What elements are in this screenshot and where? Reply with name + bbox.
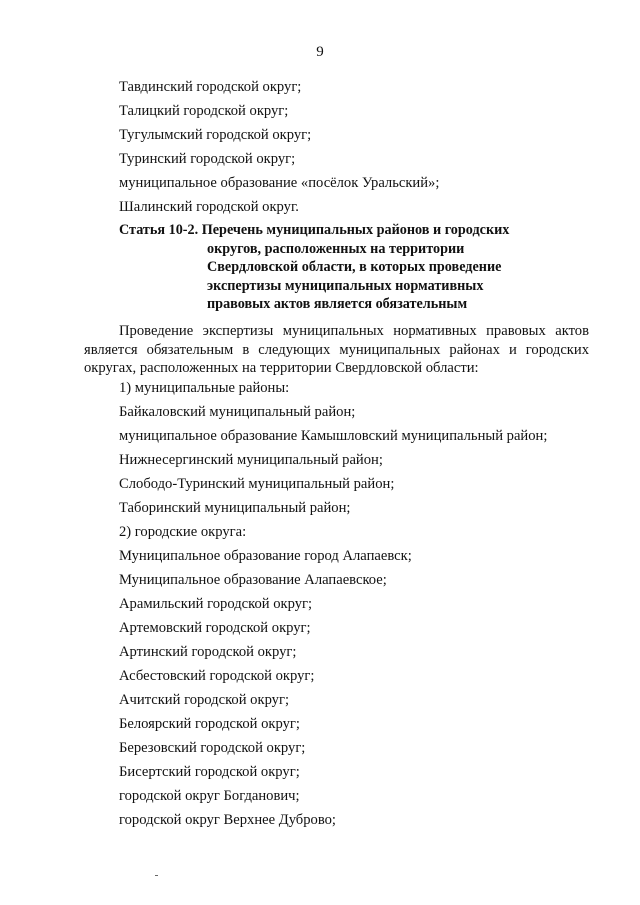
scan-speck <box>155 875 158 876</box>
paragraph-line: является обязательным в следующих муниципальных районах и городских <box>84 341 589 358</box>
list-item: муниципальное образование Камышловский муниципальный район; <box>119 428 548 444</box>
list-item: Талицкий городской округ; <box>119 103 289 119</box>
list-item: Слободо-Туринский муниципальный район; <box>119 476 395 492</box>
page-number: 9 <box>316 44 324 60</box>
list-item: Асбестовский городской округ; <box>119 668 315 684</box>
list-item: Артинский городской округ; <box>119 644 297 660</box>
article-heading-line: экспертизы муниципальных нормативных <box>207 277 484 294</box>
article-heading <box>119 221 509 314</box>
list-item: городской округ Верхнее Дуброво; <box>119 812 336 828</box>
article-heading-line: Статья 10-2. Перечень муниципальных районов и городских <box>119 222 510 238</box>
article-paragraph <box>84 322 589 378</box>
list-item: муниципальное образование «посёлок Уральский»; <box>119 175 440 191</box>
list-item: Таборинский муниципальный район; <box>119 500 351 516</box>
list-item: Тугулымский городской округ; <box>119 127 312 143</box>
article-heading-line: округов, расположенных на территории <box>207 240 465 257</box>
paragraph-line: Проведение экспертизы муниципальных нормативных правовых актов <box>119 323 589 339</box>
list-item: Муниципальное образование город Алапаевск; <box>119 548 412 564</box>
list-item: Арамильский городской округ; <box>119 596 313 612</box>
list-item: городской округ Богданович; <box>119 788 300 804</box>
article-heading-line: Свердловской области, в которых проведение <box>207 259 502 275</box>
list-item: Артемовский городской округ; <box>119 620 311 636</box>
list-item: Нижнесергинский муниципальный район; <box>119 452 383 468</box>
list-item: Шалинский городской округ. <box>119 199 299 215</box>
list-item: Ачитский городской округ; <box>119 692 290 708</box>
list-item: Бисертский городской округ; <box>119 764 300 780</box>
list-item: Туринский городской округ; <box>119 151 296 167</box>
section-title-districts: 1) муниципальные районы: <box>119 380 290 396</box>
paragraph-line: округах, расположенных на территории Свердловской области: <box>84 360 479 376</box>
list-item: Белоярский городской округ; <box>119 716 300 732</box>
list-item: Муниципальное образование Алапаевское; <box>119 572 387 588</box>
list-item: Байкаловский муниципальный район; <box>119 404 356 420</box>
list-item: Тавдинский городской округ; <box>119 79 302 95</box>
section-title-okrugs: 2) городские округа: <box>119 524 247 540</box>
article-heading-line: правовых актов является обязательным <box>207 296 468 312</box>
list-item: Березовский городской округ; <box>119 740 306 756</box>
